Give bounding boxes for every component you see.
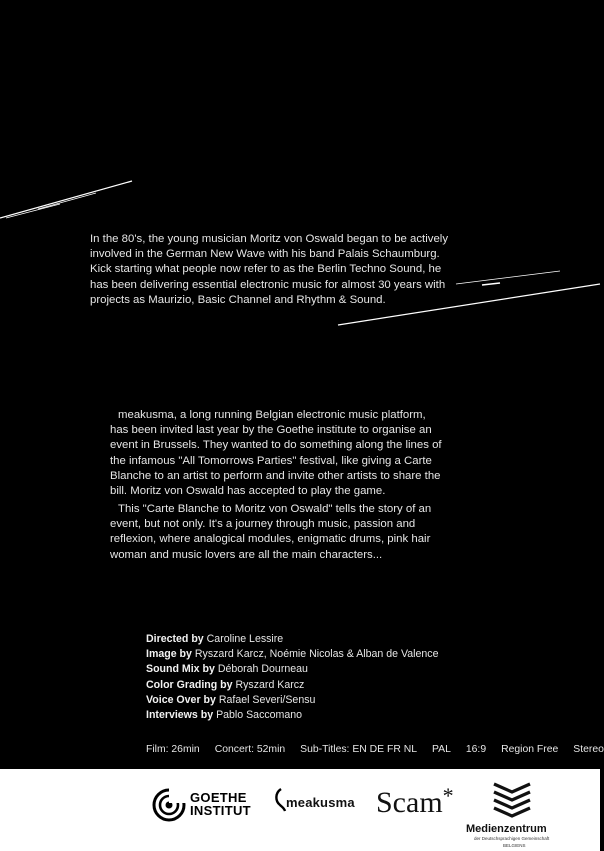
credit-row — [146, 632, 438, 647]
intro-line: In the 80's, the young musician Moritz von Oswald began to be actively — [90, 233, 449, 245]
streak-1 — [0, 181, 132, 218]
streak-4 — [456, 271, 560, 284]
story-line: reflexion, where analogical modules, enigmatic drums, pink hair — [110, 533, 431, 546]
story-line: event, but not only. It's a journey through music, passion and — [110, 518, 416, 531]
meakusma-line: meakusma, a long running Belgian electronic music platform, — [118, 409, 426, 421]
credit-names: Ryszard Karcz, Noémie Nicolas & Alban de Valence — [194, 648, 439, 661]
credit-names: Pablo Saccomano — [216, 709, 303, 722]
sponsor-logo-strip — [0, 769, 600, 851]
credit-names: Ryszard Karcz — [235, 678, 305, 691]
meakusma-line: the infamous "All Tomorrows Parties" festival, like giving a Carte — [110, 454, 432, 467]
spec-aspect-ratio: 16:9 — [465, 744, 487, 755]
meakusma-logo: meakusma — [286, 795, 355, 810]
spec-subtitles: Sub-Titles: EN DE FR NL — [300, 744, 417, 755]
credits-list — [146, 632, 438, 723]
intro-line: involved in the German New Wave with his band Palais Schaumburg. — [90, 248, 440, 261]
story-line: woman and music lovers are all the main characters... — [110, 548, 383, 561]
spec-format: PAL — [432, 744, 451, 755]
scam-logo — [376, 781, 454, 820]
intro-line: Kick starting what people now refer to as the Berlin Techno Sound, he — [90, 263, 442, 276]
story-paragraph — [110, 502, 431, 563]
goethe-wordmark-line: INSTITUT — [190, 803, 251, 818]
meakusma-line: event in Brussels. They wanted to do something along the lines of — [110, 439, 442, 452]
credit-row — [146, 678, 438, 693]
streak-5 — [482, 283, 500, 285]
credit-role: Image by — [146, 648, 192, 661]
spec-audio: Stereo — [573, 744, 604, 755]
story-line: This "Carte Blanche to Moritz von Oswald" tells the story of an — [118, 503, 432, 515]
spec-film-length: Film: 26min — [146, 744, 200, 755]
goethe-spiral-icon — [152, 788, 186, 822]
spec-concert-length: Concert: 52min — [214, 744, 286, 755]
credit-row — [146, 708, 438, 723]
spec-region: Region Free — [501, 744, 559, 755]
goethe-wordmark-line: GOETHE — [190, 790, 247, 805]
credit-row — [146, 693, 438, 708]
credit-names: Caroline Lessire — [206, 633, 284, 645]
credit-row — [146, 662, 438, 677]
medienzentrum-logo: Medienzentrum — [466, 823, 547, 835]
credit-names: Rafael Severi/Sensu — [218, 693, 316, 706]
meakusma-paragraph — [110, 408, 442, 499]
tech-specs-row — [146, 744, 604, 755]
credit-role: Color Grading by — [146, 678, 233, 691]
credit-role: Directed by — [146, 633, 204, 645]
credit-role: Voice Over by — [146, 693, 216, 706]
streak-3 — [6, 204, 60, 218]
intro-line: projects as Maurizio, Basic Channel and Rhythm & Sound. — [90, 293, 386, 306]
meakusma-line: Blanche to an artist to perform and invite other artists to share the — [110, 469, 441, 482]
intro-line: has been delivering essential electronic music for almost 30 years with — [90, 278, 446, 291]
credit-role: Interviews by — [146, 709, 214, 722]
meakusma-line: has been invited last year by the Goethe institute to organise an — [110, 424, 432, 437]
credit-names: Déborah Dourneau — [217, 663, 308, 676]
scam-wordmark: Scam — [376, 786, 443, 819]
intro-paragraph — [90, 232, 448, 308]
streak-2 — [38, 193, 96, 209]
goethe-institut-logo — [190, 791, 251, 817]
credit-row — [146, 647, 438, 662]
medienzentrum-emblem-icon — [490, 776, 534, 820]
meakusma-line: bill. Moritz von Oswald has accepted to play the game. — [110, 485, 386, 498]
credit-role: Sound Mix by — [146, 663, 215, 676]
scam-star: * — [442, 783, 454, 808]
medienzentrum-country: BELGIENS — [503, 843, 526, 848]
medienzentrum-subtitle: der Deutschsprachigen Gemeinschaft — [474, 836, 550, 841]
